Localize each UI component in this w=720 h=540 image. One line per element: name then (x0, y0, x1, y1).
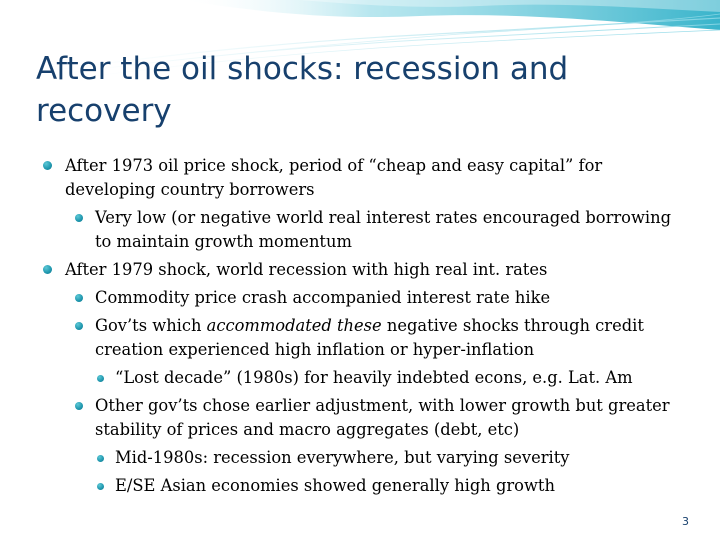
bullet-text-part: Gov’ts which (95, 316, 207, 335)
bullet-text: Very low (or negative world real interest rates encouraged borrowing to maintain growth momentum (95, 208, 672, 251)
list-item (42, 394, 682, 442)
bullet-icon (97, 483, 104, 490)
list-item (42, 206, 682, 254)
list-item (42, 314, 682, 362)
bullet-icon (75, 214, 83, 222)
list-item (42, 154, 682, 202)
bullet-text: Commodity price crash accompanied interest rate hike (95, 288, 551, 307)
list-item (42, 258, 682, 282)
bullet-icon (97, 455, 104, 462)
list-item (42, 446, 682, 470)
emphasized-text: accommodated these (206, 316, 382, 335)
bullet-text-part: negative shocks through credit creation experienced high inflation or hyper-inflation (95, 316, 644, 359)
bullet-text (95, 316, 644, 359)
bullet-list (42, 154, 682, 502)
bullet-icon (43, 161, 52, 170)
bullet-text: E/SE Asian economies showed generally high growth (115, 476, 555, 495)
bullet-text: After 1973 oil price shock, period of “cheap and easy capital” for developing country borrowers (65, 156, 603, 199)
bullet-text: After 1979 shock, world recession with high real int. rates (65, 260, 548, 279)
bullet-icon (43, 265, 52, 274)
list-item (42, 286, 682, 310)
page-number: 3 (682, 515, 689, 528)
list-item (42, 366, 682, 390)
bullet-text: “Lost decade” (1980s) for heavily indebted econs, e.g. Lat. Am (115, 368, 633, 387)
slide-title: After the oil shocks: recession and recovery (36, 51, 569, 129)
list-item (42, 474, 682, 498)
bullet-icon (75, 294, 83, 302)
bullet-icon (75, 402, 83, 410)
bullet-icon (97, 375, 104, 382)
bullet-icon (75, 322, 83, 330)
bullet-text: Other gov’ts chose earlier adjustment, with lower growth but greater stability of prices and macro aggregates (debt, etc) (95, 396, 670, 439)
bullet-text: Mid-1980s: recession everywhere, but varying severity (115, 448, 570, 467)
